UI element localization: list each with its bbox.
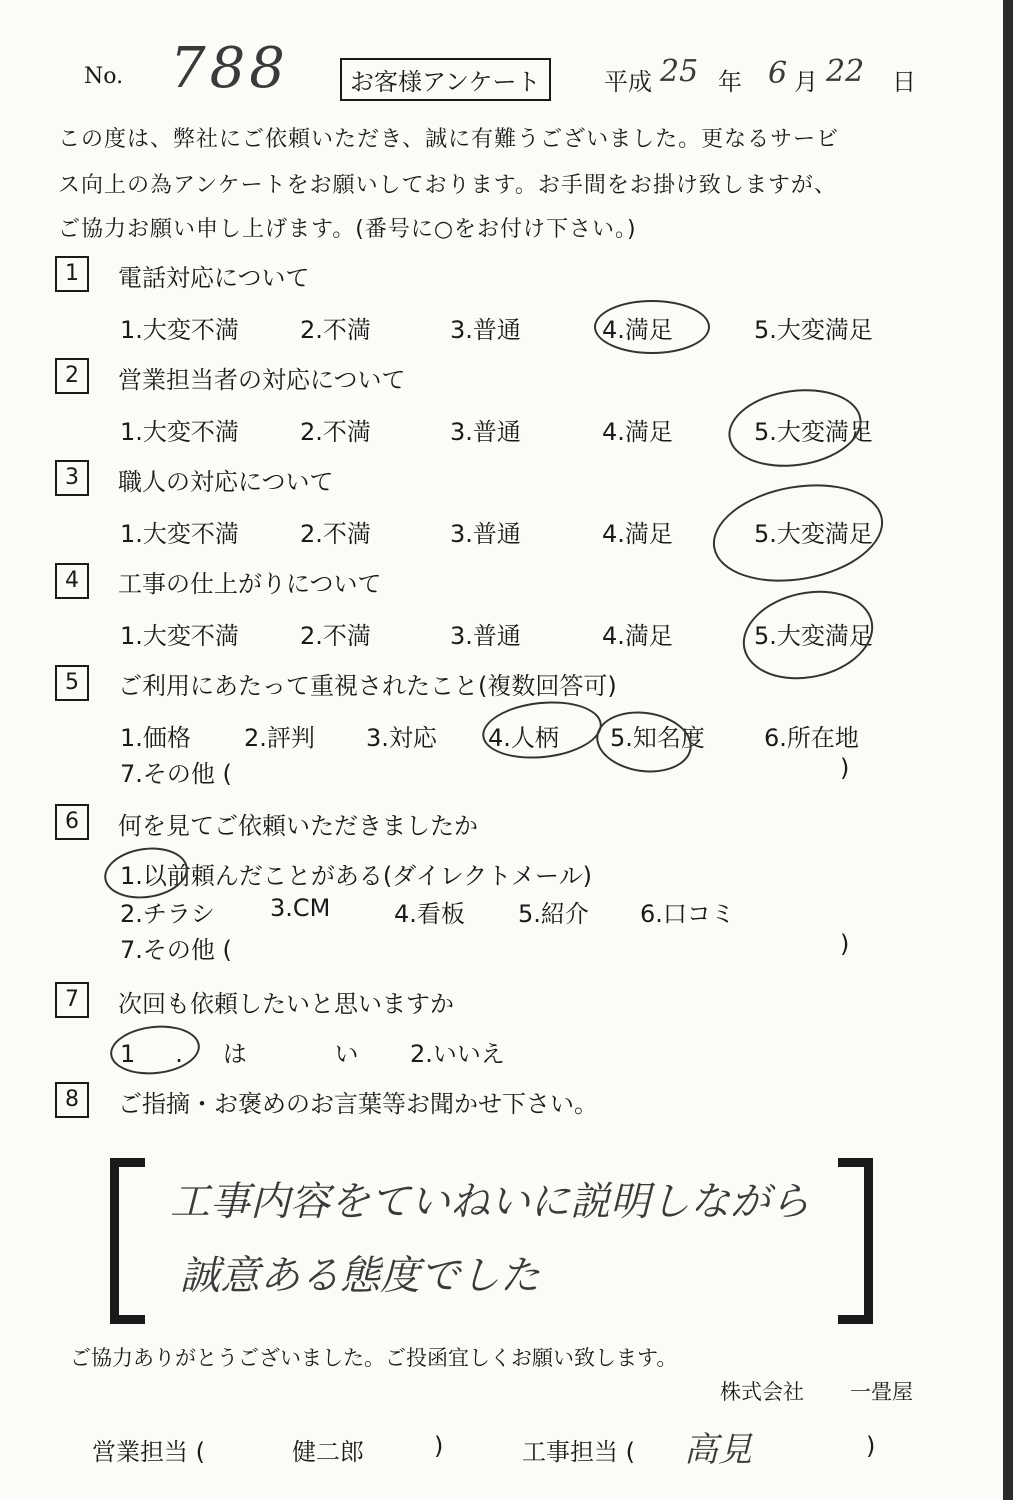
company-name: 一畳屋 xyxy=(850,1380,913,1404)
selection-circle xyxy=(108,1021,203,1078)
company-prefix: 株式会社 xyxy=(720,1380,804,1404)
option-very-satisfied[interactable]: 5.大変満足 xyxy=(754,418,873,446)
option-neutral[interactable]: 3.普通 xyxy=(450,418,521,446)
option-name-recognition[interactable]: 5.知名度 xyxy=(610,724,705,752)
question-number: 2 xyxy=(55,358,89,394)
date-year-suffix: 年 xyxy=(718,68,742,96)
option-previous-customer[interactable]: 1.以前頼んだことがある(ダイレクトメール) xyxy=(120,862,592,890)
question-number: 3 xyxy=(55,460,89,496)
option-location[interactable]: 6.所在地 xyxy=(764,724,859,752)
option-very-satisfied[interactable]: 5.大変満足 xyxy=(754,622,873,650)
other-close-paren: ) xyxy=(840,754,850,782)
option-price[interactable]: 1.価格 xyxy=(120,724,191,752)
survey-title: お客様アンケート xyxy=(340,58,551,101)
option-neutral[interactable]: 3.普通 xyxy=(450,622,521,650)
question-text: ご指摘・お褒めのお言葉等お聞かせ下さい。 xyxy=(118,1090,598,1118)
selection-circle xyxy=(735,579,882,691)
option-very-dissatisfied[interactable]: 1.大変不満 xyxy=(120,520,239,548)
option-other[interactable]: 7.その他 ( xyxy=(120,936,232,964)
date-day: 22 xyxy=(826,54,865,89)
question-text: 電話対応について xyxy=(118,264,310,292)
option-flyer[interactable]: 2.チラシ xyxy=(120,900,215,928)
option-very-satisfied[interactable]: 5.大変満足 xyxy=(754,520,873,548)
option-very-dissatisfied[interactable]: 1.大変不満 xyxy=(120,622,239,650)
construction-close-paren: ) xyxy=(866,1432,876,1460)
date-day-suffix: 日 xyxy=(892,68,916,96)
comment-bracket-left xyxy=(110,1158,145,1324)
date-year: 25 xyxy=(660,54,699,89)
option-referral[interactable]: 5.紹介 xyxy=(518,900,589,928)
option-other[interactable]: 7.その他 ( xyxy=(120,760,232,788)
question-text: ご利用にあたって重視されたこと(複数回答可) xyxy=(118,672,617,700)
option-satisfied[interactable]: 4.満足 xyxy=(602,622,673,650)
option-yes[interactable]: 1.は い xyxy=(120,1040,399,1068)
construction-label: 工事担当 ( xyxy=(522,1438,635,1466)
question-text: 職人の対応について xyxy=(118,468,334,496)
construction-name: 高見 xyxy=(684,1430,752,1470)
question-text: 営業担当者の対応について xyxy=(118,366,406,394)
intro-line: ご協力お願い申し上げます。(番号に○をお付け下さい。) xyxy=(58,217,637,242)
sales-name: 健二郎 xyxy=(292,1438,364,1466)
option-dissatisfied[interactable]: 2.不満 xyxy=(300,316,371,344)
other-close-paren: ) xyxy=(840,930,850,958)
selection-circle xyxy=(479,696,604,764)
option-personality[interactable]: 4.人柄 xyxy=(488,724,559,752)
selection-circle xyxy=(592,706,695,779)
option-dissatisfied[interactable]: 2.不満 xyxy=(300,418,371,446)
date-month: 6 xyxy=(768,56,788,91)
thanks-message: ご協力ありがとうございました。ご投函宜しくお願い致します。 xyxy=(70,1346,678,1370)
option-no[interactable]: 2.いいえ xyxy=(410,1040,505,1068)
selection-circle xyxy=(594,300,710,354)
question-text: 工事の仕上がりについて xyxy=(118,570,382,598)
question-number: 6 xyxy=(55,804,89,840)
option-very-dissatisfied[interactable]: 1.大変不満 xyxy=(120,316,239,344)
option-word-of-mouth[interactable]: 6.口コミ xyxy=(640,900,735,928)
option-service[interactable]: 3.対応 xyxy=(366,724,437,752)
option-satisfied[interactable]: 4.満足 xyxy=(602,520,673,548)
intro-line: この度は、弊社にご依頼いただき、誠に有難うございました。更なるサービ xyxy=(58,127,840,152)
intro-line: ス向上の為アンケートをお願いしております。お手間をお掛け致しますが、 xyxy=(58,173,837,198)
option-satisfied[interactable]: 4.満足 xyxy=(602,418,673,446)
option-cm[interactable]: 3.CM xyxy=(270,894,331,922)
question-text: 何を見てご依頼いただきましたか xyxy=(118,812,478,840)
question-number: 4 xyxy=(55,563,89,599)
option-dissatisfied[interactable]: 2.不満 xyxy=(300,622,371,650)
comment-line: 工事内容をていねいに説明しながら xyxy=(170,1179,810,1225)
option-very-dissatisfied[interactable]: 1.大変不満 xyxy=(120,418,239,446)
sales-close-paren: ) xyxy=(434,1432,444,1460)
option-satisfied[interactable]: 4.満足 xyxy=(602,316,673,344)
option-neutral[interactable]: 3.普通 xyxy=(450,316,521,344)
option-dissatisfied[interactable]: 2.不満 xyxy=(300,520,371,548)
question-text: 次回も依頼したいと思いますか xyxy=(118,990,454,1018)
question-number: 8 xyxy=(55,1082,89,1118)
question-number: 5 xyxy=(55,665,89,701)
question-number: 7 xyxy=(55,982,89,1018)
option-very-satisfied[interactable]: 5.大変満足 xyxy=(754,316,873,344)
scan-edge xyxy=(1003,0,1013,1500)
question-number: 1 xyxy=(55,256,89,292)
option-signboard[interactable]: 4.看板 xyxy=(394,900,465,928)
number-value: 788 xyxy=(170,36,289,101)
option-reputation[interactable]: 2.評判 xyxy=(244,724,315,752)
selection-circle xyxy=(705,472,891,594)
comment-bracket-right xyxy=(838,1158,873,1324)
sales-label: 営業担当 ( xyxy=(92,1438,205,1466)
date-month-suffix: 月 xyxy=(794,68,818,96)
number-label: No. xyxy=(84,64,124,89)
option-neutral[interactable]: 3.普通 xyxy=(450,520,521,548)
date-era: 平成 xyxy=(604,68,652,96)
comment-line: 誠意ある態度でした xyxy=(180,1253,540,1299)
selection-circle xyxy=(723,381,866,475)
